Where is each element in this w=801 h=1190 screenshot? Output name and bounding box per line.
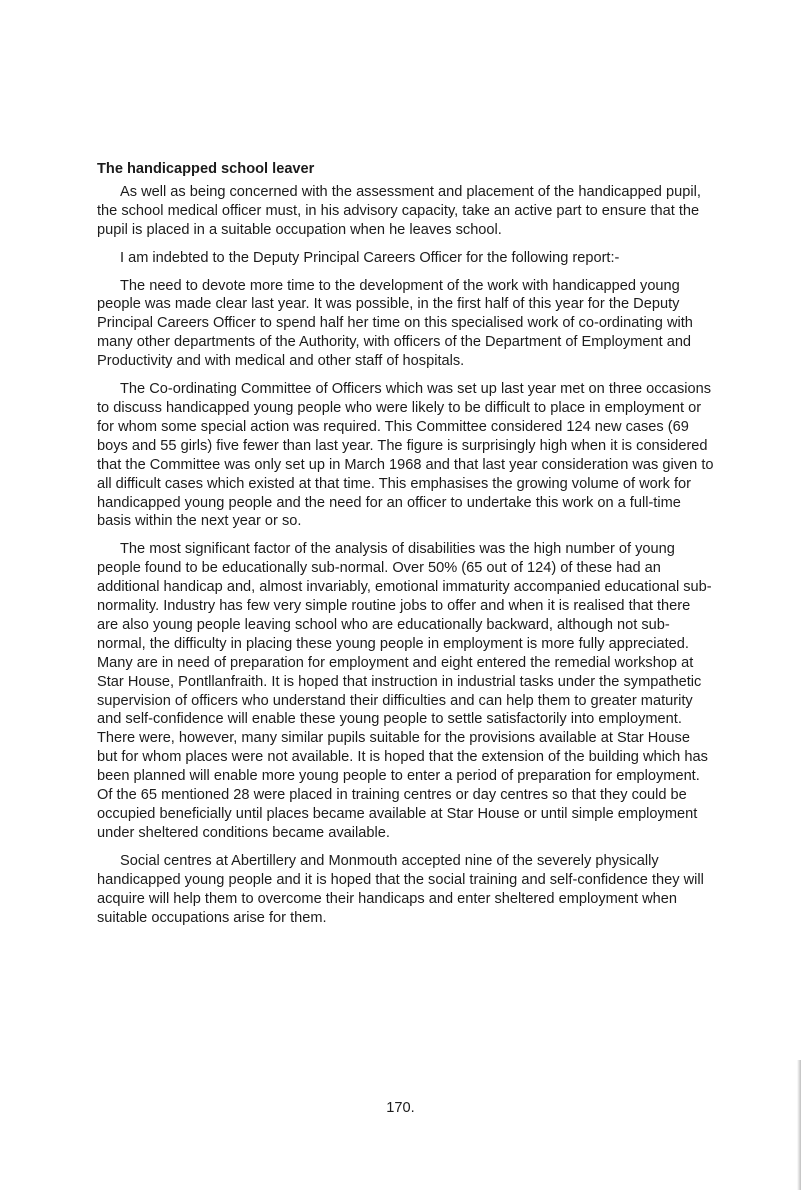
paragraph-devote-time: The need to devote more time to the development of the work with handicapped young people was made clear last year. It was possible, in the first half of this year for the Deputy Principal Careers Officer to spend half her time on this specialised work of co-ordinating with many other departments of the Authority, with officers of the Department of Employment and Productivity and with medical and other staff of hospitals.	[97, 277, 693, 370]
section-heading: The handicapped school leaver	[97, 161, 315, 177]
paragraph-indebted: I am indebted to the Deputy Principal Careers Officer for the following report:-	[120, 249, 620, 266]
paragraph-coordinating-committee: The Co-ordinating Committee of Officers which was set up last year met on three occasions to discuss handicapped young people who were likely to be difficult to place in employment or for whom some special action was required. This Committee considered 124 new cases (69 boys and 55 girls) five fewer than last year. The figure is surprisingly high when it is considered that the Committee was only set up in March 1968 and that last year consideration was given to all difficult cases which existed at that time. This emphasises the growing volume of work for handicapped young people and the need for an officer to undertake this work on a full-time basis within the next year or so.	[97, 381, 714, 530]
page-number: 170.	[386, 1100, 415, 1116]
paragraph-disabilities-analysis: The most significant factor of the analysis of disabilities was the high number of young people found to be educationally sub-normal. Over 50% (65 out of 124) of these had an additional handicap and, almost invariably, emotional immaturity accompanied educational sub-normality. Industry has few very simple routine jobs to offer and when it is realised that there are also young people leaving school who are educationally backward, although not sub-normal, the difficulty in placing these young people in employment is more fully appreciated. Many are in need of preparation for employment and eight entered the remedial workshop at Star House, Pontllanfraith. It is hoped that instruction in industrial tasks under the sympathetic supervision of officers who understand their difficulties and can help them to greater maturity and self-confidence will enable these young people to settle satisfactorily into employment. There were, however, many similar pupils suitable for the provisions available at Star House but for whom places were not available. It is hoped that the extension of the building which has been planned will enable more young people to enter a period of preparation for employment. Of the 65 mentioned 28 were placed in training centres or day centres so that they could be occupied beneficially until places became available at Star House or until simple employment under sheltered conditions became available.	[97, 541, 712, 841]
paragraph-social-centres: Social centres at Abertillery and Monmouth accepted nine of the severely physically handicapped young people and it is hoped that the social training and self-confidence they will acquire will help them to overcome their handicaps and enter sheltered employment when suitable occupations arise for them.	[97, 852, 704, 926]
scan-edge-shadow	[797, 1060, 801, 1190]
page-body	[97, 160, 714, 936]
paragraph-intro: As well as being concerned with the assessment and placement of the handicapped pupil, the school medical officer must, in his advisory capacity, take an active part to ensure that the pupil is placed in a suitable occupation when he leaves school.	[97, 183, 701, 238]
